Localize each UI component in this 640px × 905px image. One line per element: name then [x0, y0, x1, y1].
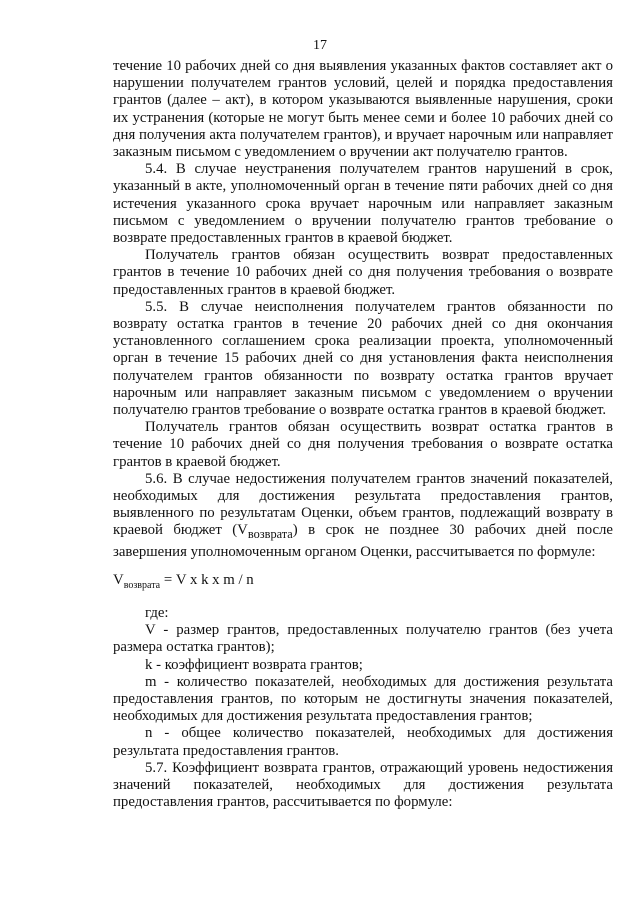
paragraph-5-6 [113, 471, 613, 561]
page-number: 17 [313, 38, 327, 53]
definition-m: m - количество показателей, необходимых для достижения результата предоставления грантов, по которым не достигнуты значения показателей, необходимых для достижения результата предоставления грантов; [113, 673, 613, 725]
definition-n: n - общее количество показателей, необходимых для достижения результата предоставления грантов. [113, 725, 613, 759]
body-text [113, 58, 613, 811]
paragraph-return-grants: Получатель грантов обязан осуществить возврат предоставленных грантов в течение 10 рабочих дней со дня получения требования о возврате предоставленных грантов в краевой бюджет. [113, 247, 613, 298]
definition-v: V - размер грантов, предоставленных получателю грантов (без учета размера остатка грантов); [113, 622, 613, 656]
paragraph-5-4: 5.4. В случае неустранения получателем грантов нарушений в срок, указанный в акте, уполномоченный орган в течение пяти рабочих дней со дня истечения указанного срока вручает нарочным или направляет заказным письмом с уведомлением о вручении получателю грантов требование о возврате предоставленных грантов в краевой бюджет. [113, 161, 613, 247]
formula-v: V [113, 571, 124, 588]
definition-k: k - коэффициент возврата грантов; [145, 656, 363, 673]
paragraph-5-6-text-start: 5.6. В случае недостижения получателем грантов значений показателей, необходимых для достижения результата предоставления грантов, выявленного по результатам Оценки, объем грантов, подлежащий возврату в краевой бюджет (V [113, 470, 613, 539]
paragraph-5-7: 5.7. Коэффициент возврата грантов, отражающий уровень недостижения значений показателей, необходимых для достижения результата предоставления грантов, рассчитывается по формуле: [113, 759, 613, 811]
paragraph-5-5: 5.5. В случае неисполнения получателем грантов обязанности по возврату остатка грантов в течение 20 рабочих дней со дня окончания установленного соглашением срока реализации проекта, уполномоченный орган в течение 15 рабочих дней со дня установления факта неисполнения получателем грантов обязанности по возврату остатка грантов вручает нарочным или направляет заказным письмом с уведомлением о вручении получателю грантов требование о возврате остатка грантов в краевой бюджет. [113, 298, 613, 419]
formula-v-return [113, 572, 613, 594]
paragraph-continuation: течение 10 рабочих дней со дня выявления указанных фактов составляет акт о нарушении получателем грантов условий, целей и порядка предоставления грантов (далее – акт), в котором указываются выявленные нарушения, сроки их устранения (которые не могут быть менее семи и более 10 рабочих дней со дня получения акта получателем грантов), и вручает нарочным или направляет заказным письмом с уведомлением о вручении акт получателю грантов. [113, 58, 613, 161]
paragraph-5-6-text-end: ) в срок не позднее 30 рабочих дней после завершения уполномоченным органом Оценки, рассчитывается по формуле: [113, 522, 613, 560]
where-label: где: [145, 605, 169, 621]
formula-subscript: возврата [123, 579, 161, 591]
v-return-subscript: возврата [247, 527, 293, 542]
paragraph-return-remainder: Получатель грантов обязан осуществить возврат остатка грантов в течение 10 рабочих дней со дня получения требования о возврате остатка грантов в краевой бюджет. [113, 419, 613, 470]
formula-expression: = V x k x m / n [160, 571, 254, 588]
